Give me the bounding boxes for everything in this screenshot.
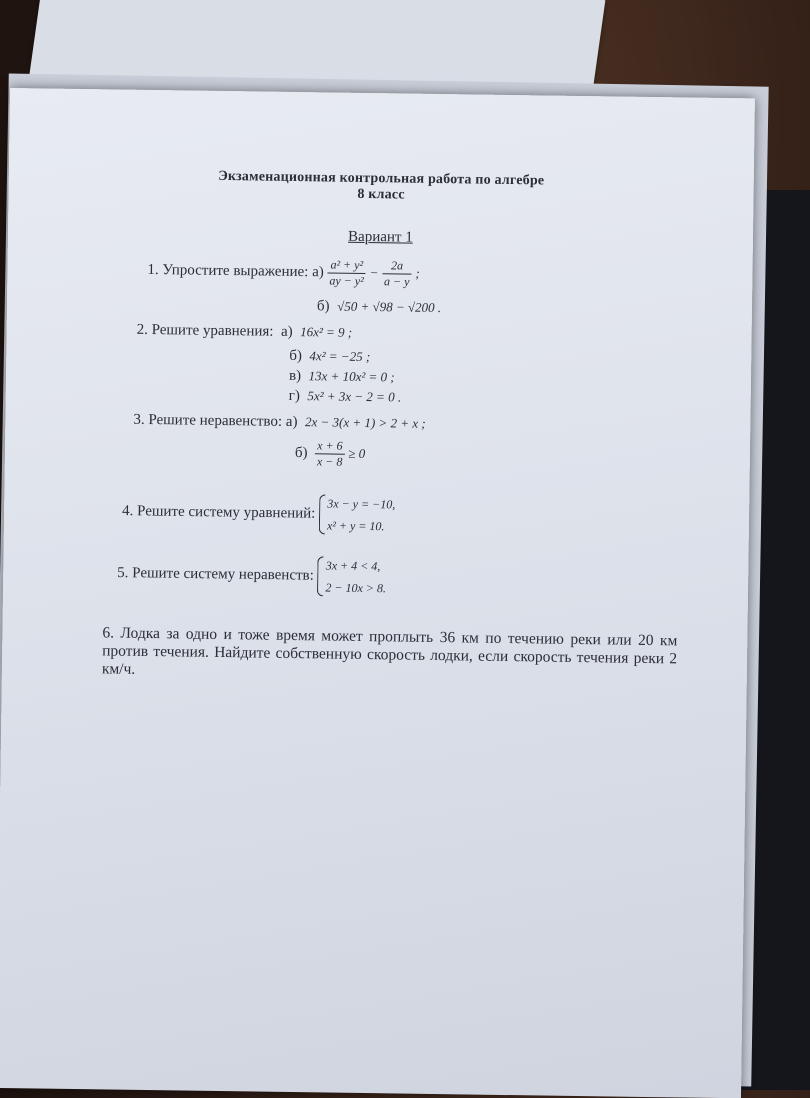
task-2-a: [137, 322, 353, 342]
system-line-2: 2 − 10x > 8.: [325, 580, 387, 596]
task-5-system-brace: [317, 554, 386, 599]
task-5-label: 5. Решите систему неравенств:: [117, 564, 314, 584]
task-1-b: [317, 298, 441, 317]
task-3-fraction: [315, 438, 345, 469]
item-label: б): [294, 444, 308, 462]
task-2-c: [289, 368, 395, 386]
exam-title: [8, 166, 753, 208]
task-4: [122, 490, 396, 538]
fraction-denominator: a − y: [383, 274, 410, 289]
fraction-numerator: 2a: [382, 258, 412, 274]
item-label: б): [316, 298, 330, 315]
minus-sign: −: [369, 264, 379, 281]
task-2-a-expression: 16x² = 9 ;: [300, 324, 353, 340]
task-2-d: [289, 388, 402, 407]
task-1-label: 1. Упростите выражение: а): [147, 261, 324, 281]
task-5: [117, 552, 387, 600]
system-line-1: 3x + 4 < 4,: [325, 558, 381, 574]
sheet-content: [0, 88, 755, 1098]
fraction-numerator: x + 6: [315, 438, 345, 454]
task-2-c-expression: 13x + 10x² = 0 ;: [308, 368, 395, 385]
task-2-label: 2. Решите уравнения:: [136, 321, 274, 340]
inequality-relation: ≥ 0: [348, 445, 366, 461]
item-label: а): [280, 323, 293, 340]
task-4-label: 4. Решите систему уравнений:: [121, 503, 316, 522]
item-label: б): [289, 347, 303, 365]
variant-heading: Вариант 1: [348, 228, 413, 246]
fraction-numerator: a² + y²: [328, 257, 367, 274]
task-3-label: 3. Решите неравенство: а): [133, 411, 298, 431]
semicolon: ;: [415, 265, 420, 281]
task-4-system-brace: [319, 492, 396, 537]
fraction-denominator: ay − y²: [329, 273, 364, 288]
task-6: 6. Лодка за одно и тоже время может проплыть 36 км по течению реки или 20 км против течения. Найдите собственную скорость лодки, если скорость течения реки 2 км/ч.: [101, 624, 678, 678]
task-1-fraction-1: [327, 257, 366, 289]
system-line-1: 3x − y = −10,: [327, 496, 396, 512]
task-3-b: [295, 438, 366, 470]
fraction-denominator: x − 8: [316, 454, 343, 469]
task-3-a-expression: 2x − 3(x + 1) > 2 + x ;: [304, 414, 426, 431]
system-line-2: x² + y = 10.: [326, 518, 385, 534]
task-2-d-expression: 5x² + 3x − 2 = 0 .: [307, 388, 402, 405]
item-label: в): [288, 367, 302, 385]
title-line-2: 8 класс: [357, 186, 405, 203]
exam-sheet: [0, 88, 755, 1098]
task-1-fraction-2: [382, 258, 412, 289]
item-label: г): [288, 387, 300, 405]
task-3-a: [133, 412, 425, 433]
task-1-a: [147, 255, 420, 290]
task-2-b-expression: 4x² = −25 ;: [309, 348, 371, 365]
task-1-b-expression: √50 + √98 − √200 .: [337, 298, 442, 316]
task-2-b: [289, 348, 370, 366]
title-line-1: Экзаменационная контрольная работа по алгебре: [218, 168, 545, 189]
